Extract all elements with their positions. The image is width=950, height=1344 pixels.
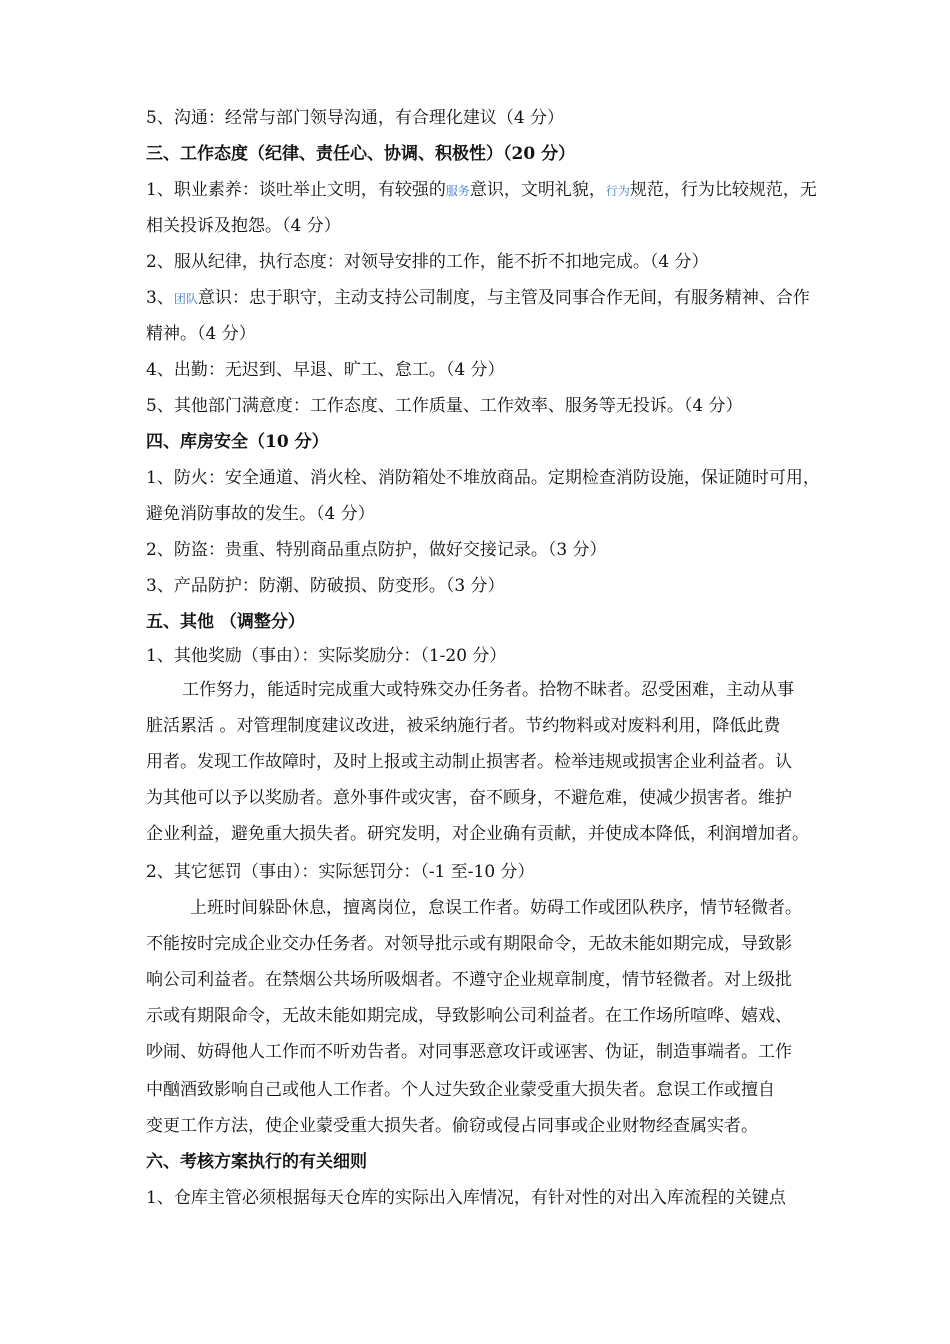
- paragraph-line: 变更工作方法，使企业蒙受重大损失者。偷窃或侵占同事或企业财物经查属实者。: [146, 1116, 758, 1136]
- text-line: 2、其它惩罚（事由）：实际惩罚分：（-1 至-10 分）: [146, 862, 535, 882]
- paragraph-line: 中酗酒致影响自己或他人工作者。个人过失致企业蒙受重大损失者。怠误工作或擅自: [146, 1080, 775, 1100]
- text-line: 1、仓库主管必须根据每天仓库的实际出入库情况，有针对性的对出入库流程的关键点: [146, 1188, 786, 1208]
- text-line: [146, 178, 817, 203]
- text-segment: 意识：忠于职守，主动支持公司制度，与主管及同事合作无间，有服务精神、合作: [197, 288, 810, 308]
- text-segment: 规范，行为比较规范，无: [629, 180, 817, 200]
- text-line: 4、出勤：无迟到、早退、旷工、怠工。（4 分）: [146, 360, 505, 380]
- paragraph-line: 企业利益，避免重大损失者。研究发明，对企业确有贡献，并使成本降低，利润增加者。: [146, 824, 809, 844]
- text-line: 避免消防事故的发生。（4 分）: [146, 504, 375, 524]
- section-heading-5: 五、其他 （调整分）: [146, 612, 305, 632]
- inline-word: 服务: [445, 184, 470, 198]
- paragraph-line: 示或有期限命令，无故未能如期完成，导致影响公司利益者。在工作场所喧哗、嬉戏、: [146, 1006, 792, 1026]
- text-line: 精神。（4 分）: [146, 324, 256, 344]
- text-line: 1、防火：安全通道、消火栓、消防箱处不堆放商品。定期检查消防设施，保证随时可用，: [146, 468, 820, 488]
- section-heading-3: 三、工作态度（纪律、责任心、协调、积极性）（20 分）: [146, 144, 576, 164]
- paragraph-line: 为其他可以予以奖励者。意外事件或灾害，奋不顾身，不避危难，使减少损害者。维护: [146, 788, 792, 808]
- text-line: 相关投诉及抱怨。（4 分）: [146, 216, 341, 236]
- paragraph-line: 吵闹、妨碍他人工作而不听劝告者。对同事恶意攻讦或诬害、伪证，制造事端者。工作: [146, 1042, 792, 1062]
- text-segment: 意识，文明礼貌，: [469, 180, 606, 200]
- paragraph-line: 上班时间躲卧休息，擅离岗位，怠误工作者。妨碍工作或团队秩序，情节轻微者。: [190, 898, 802, 918]
- section-heading-4: 四、库房安全（10 分）: [146, 432, 329, 452]
- paragraph-line: 工作努力，能适时完成重大或特殊交办任务者。拾物不昧者。忍受困难，主动从事: [182, 680, 794, 700]
- text-line: 3、产品防护：防潮、防破损、防变形。（3 分）: [146, 576, 505, 596]
- paragraph-line: 响公司利益者。在禁烟公共场所吸烟者。不遵守企业规章制度，情节轻微者。对上级批: [146, 970, 792, 990]
- text-line: 5、沟通：经常与部门领导沟通，有合理化建议（4 分）: [146, 108, 565, 128]
- text-line: 2、服从纪律，执行态度：对领导安排的工作，能不折不扣地完成。（4 分）: [146, 252, 709, 272]
- text-segment: 3、: [146, 288, 174, 308]
- inline-word: 行为: [605, 184, 630, 198]
- section-heading-6: 六、考核方案执行的有关细则: [146, 1152, 367, 1172]
- inline-word: 团队: [173, 292, 198, 306]
- paragraph-line: 脏活累活 。对管理制度建议改进，被采纳施行者。节约物料或对废料利用，降低此费: [146, 716, 781, 736]
- paragraph-line: 不能按时完成企业交办任务者。对领导批示或有期限命令，无故未能如期完成，导致影: [146, 934, 792, 954]
- text-segment: 1、职业素养：谈吐举止文明，有较强的: [146, 180, 446, 200]
- text-line: [146, 286, 810, 311]
- text-line: 1、其他奖励（事由）：实际奖励分：（1-20 分）: [146, 646, 507, 666]
- text-line: 5、其他部门满意度：工作态度、工作质量、工作效率、服务等无投诉。（4 分）: [146, 396, 743, 416]
- paragraph-line: 用者。发现工作故障时，及时上报或主动制止损害者。检举违规或损害企业利益者。认: [146, 752, 792, 772]
- text-line: 2、防盗：贵重、特别商品重点防护，做好交接记录。（3 分）: [146, 540, 607, 560]
